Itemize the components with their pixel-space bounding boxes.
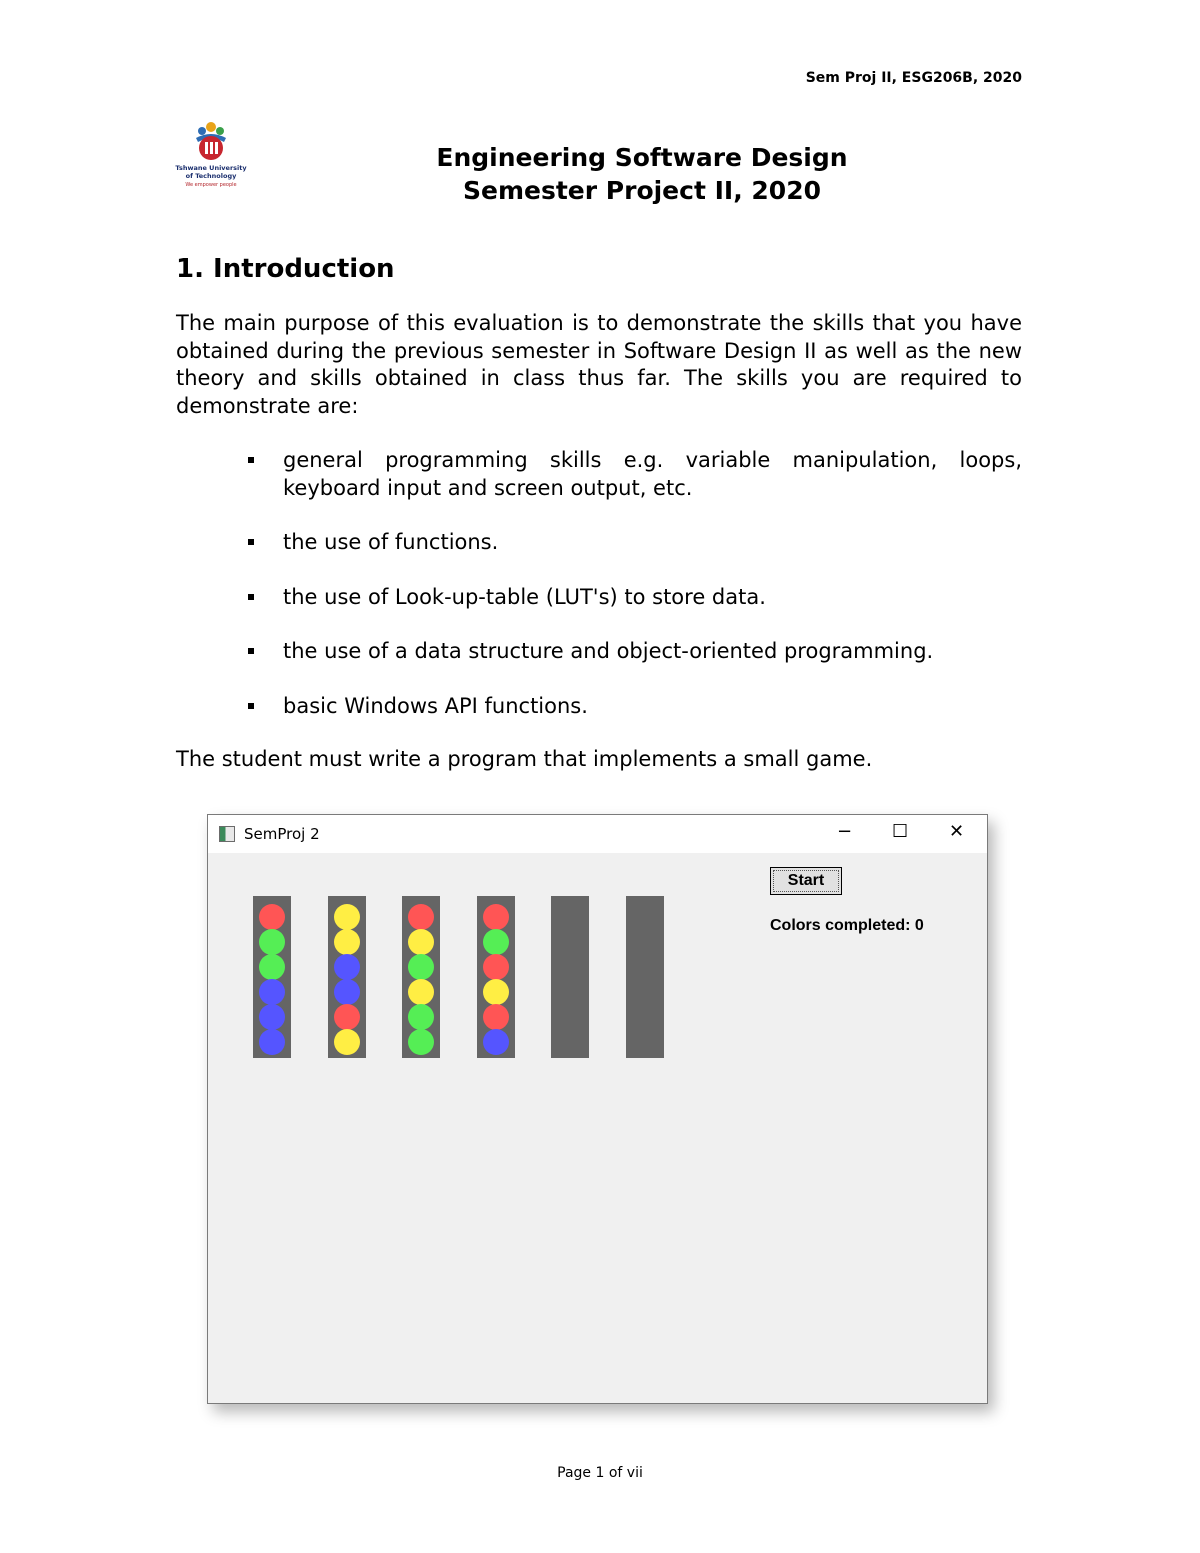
list-item: the use of Look-up-table (LUT's) to store data. — [240, 584, 1022, 612]
logo-tagline: We empower people — [185, 182, 237, 188]
tube[interactable] — [477, 896, 515, 1058]
colors-completed-label: Colors completed: 0 — [770, 917, 924, 934]
ball-red — [334, 1004, 360, 1030]
tube[interactable] — [402, 896, 440, 1058]
ball-blue — [259, 979, 285, 1005]
window-title: SemProj 2 — [244, 825, 320, 843]
ball-blue — [483, 1029, 509, 1055]
ball-red — [259, 904, 285, 930]
close-icon[interactable]: ✕ — [949, 821, 965, 842]
window-titlebar[interactable] — [208, 815, 987, 853]
title-line-1: Engineering Software Design — [436, 143, 848, 172]
section-heading: 1. Introduction — [176, 254, 395, 284]
ball-blue — [334, 979, 360, 1005]
ball-red — [483, 904, 509, 930]
university-logo — [172, 120, 250, 200]
ball-blue — [334, 954, 360, 980]
app-icon — [219, 826, 235, 842]
tube[interactable] — [626, 896, 664, 1058]
list-item: the use of a data structure and object-oriented programming. — [240, 638, 1022, 666]
ball-yellow — [408, 979, 434, 1005]
list-item: general programming skills e.g. variable manipulation, loops, keyboard input and screen output, etc. — [240, 447, 1022, 502]
ball-yellow — [483, 979, 509, 1005]
ball-red — [483, 1004, 509, 1030]
document-title — [342, 141, 942, 207]
ball-green — [408, 954, 434, 980]
ball-green — [408, 1029, 434, 1055]
logo-emblem-icon — [172, 120, 250, 164]
title-line-2: Semester Project II, 2020 — [463, 176, 821, 205]
ball-green — [483, 929, 509, 955]
closing-sentence: The student must write a program that implements a small game. — [176, 747, 873, 771]
ball-green — [259, 929, 285, 955]
skills-list — [240, 447, 1022, 747]
ball-red — [483, 954, 509, 980]
page-footer: Page 1 of vii — [557, 1465, 643, 1481]
ball-green — [259, 954, 285, 980]
tube[interactable] — [253, 896, 291, 1058]
ball-blue — [259, 1029, 285, 1055]
ball-yellow — [334, 929, 360, 955]
tube[interactable] — [328, 896, 366, 1058]
ball-red — [408, 904, 434, 930]
maximize-icon[interactable]: ☐ — [892, 821, 909, 842]
start-button[interactable]: Start — [770, 867, 842, 895]
tube[interactable] — [551, 896, 589, 1058]
ball-yellow — [408, 929, 434, 955]
list-item: the use of functions. — [240, 529, 1022, 557]
game-window-screenshot — [207, 814, 988, 1404]
logo-university-name: Tshwane University of Technology — [175, 164, 247, 180]
ball-blue — [259, 1004, 285, 1030]
ball-yellow — [334, 904, 360, 930]
list-item: basic Windows API functions. — [240, 693, 1022, 721]
minimize-icon[interactable]: − — [837, 821, 853, 842]
page-header: Sem Proj II, ESG206B, 2020 — [805, 70, 1022, 86]
ball-green — [408, 1004, 434, 1030]
intro-paragraph: The main purpose of this evaluation is to demonstrate the skills that you have obtained during the previous semester in Software Design II as well as the new theory and skills obtained in class thus far. The skills you are required to demonstrate are: — [176, 311, 1022, 418]
ball-yellow — [334, 1029, 360, 1055]
